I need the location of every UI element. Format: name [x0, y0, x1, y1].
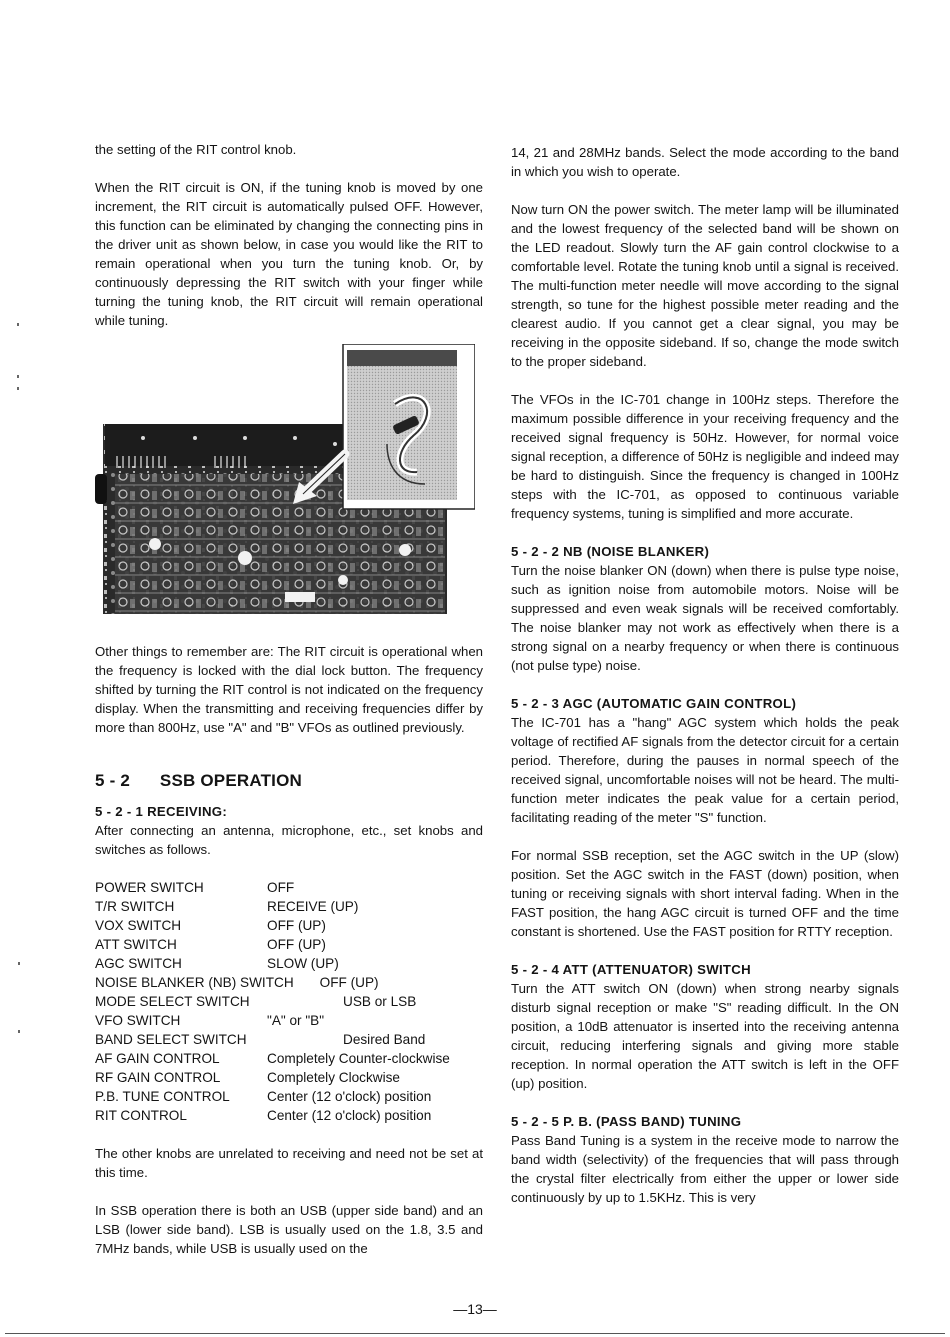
- settings-row: NOISE BLANKER (NB) SWITCH OFF (UP): [95, 975, 379, 990]
- settings-table: [95, 878, 483, 1125]
- left-column: [95, 140, 483, 1258]
- settings-row: BAND SELECT SWITCH Desired Band: [95, 1032, 426, 1047]
- paragraph-agc: The IC-701 has a "hang" AGC system which holds the peak voltage of rectified AF signals from the detector circuit for a certain period. Therefore, during the pauses in normal speech of the received signal, uncomfortable noises will not be heard. The multi-function meter indicates the peak value for a certain period, facilitating reading of the meter "S" function.: [511, 715, 899, 825]
- paragraph-receiving-intro: After connecting an antenna, microphone, etc., set knobs and switches as follows.: [95, 823, 483, 857]
- page-number: —13—: [453, 1301, 497, 1317]
- scan-speck: [17, 387, 19, 390]
- bottom-rule: [5, 1333, 945, 1334]
- subsection-heading-pbt: 5 - 2 - 5 P. B. (PASS BAND) TUNING: [511, 1114, 742, 1129]
- paragraph-power-on: Now turn ON the power switch. The meter lamp will be illuminated and the lowest frequency of the selected band will be shown on the LED readout. Slowly turn the AF gain control clockwise to a comfortable level. Rotate the tuning knob until a signal is received. The multi-function meter needle will move according to the signal strength, so tune for the highest possible meter reading and the clearest audio. If you cannot get a clear signal, you may be receiving in the opposite sideband. If so, change the mode switch to the proper sideband.: [511, 202, 899, 369]
- settings-row: ATT SWITCH OFF (UP): [95, 937, 326, 952]
- settings-row: POWER SWITCH OFF: [95, 880, 295, 895]
- settings-row: VOX SWITCH OFF (UP): [95, 918, 326, 933]
- scan-speck: [17, 375, 19, 378]
- settings-row: AGC SWITCH SLOW (UP): [95, 956, 339, 971]
- scan-speck: [18, 962, 20, 965]
- settings-row: RF GAIN CONTROL Completely Clockwise: [95, 1070, 400, 1085]
- circuit-board-image: [95, 344, 475, 614]
- settings-row: RIT CONTROL Center (12 o'clock) position: [95, 1108, 432, 1123]
- section-number: 5 - 2: [95, 771, 131, 790]
- paragraph-sideband: In SSB operation there is both an USB (upper side band) and an LSB (lower side band). LSB is usually used on the 1.8, 3.5 and 7MHz bands, while USB is usually used on the: [95, 1203, 483, 1256]
- paragraph-agc-switch: For normal SSB reception, set the AGC switch in the UP (slow) position. Set the AGC switch in the FAST (down) position, when tuning or receiving signals with short interval fading. When in the FAST position, the hang AGC circuit is turned OFF and the time constant is shortened. Use the FAST position for RTTY reception.: [511, 848, 899, 939]
- settings-row: VFO SWITCH "A" or "B": [95, 1013, 325, 1028]
- settings-row: T/R SWITCH RECEIVE (UP): [95, 899, 359, 914]
- driver-unit-photo: [95, 344, 483, 626]
- subsection-heading-agc: 5 - 2 - 3 AGC (AUTOMATIC GAIN CONTROL): [511, 696, 797, 711]
- paragraph-vfo-steps: The VFOs in the IC-701 change in 100Hz steps. Therefore the maximum possible difference in your receiving frequency and the received signal frequency is 50Hz. However, for normal voice signal reception, a difference of 50Hz is negligible and indeed may be hard to distinguish. Since the frequency is changed in 100Hz steps with the IC-701, as opposed to continuous variable frequency systems, tuning is simplified and more accurate.: [511, 392, 899, 521]
- settings-row: AF GAIN CONTROL Completely Counter-clockwise: [95, 1051, 450, 1066]
- paragraph-rit-pulse: When the RIT circuit is ON, if the tuning knob is moved by one increment, the RIT circuit is automatically pulsed OFF. However, this function can be eliminated by changing the connecting pins in the driver unit as shown below, in case you would like the RIT to remain operational when you turn the tuning knob. Or, by continuously depressing the RIT switch with your finger while turning the tuning knob, the RIT circuit will remain operational while tuning.: [95, 180, 483, 328]
- paragraph-other-things: Other things to remember are: The RIT circuit is operational when the frequency is locked with the dial lock button. The frequency shifted by turning the RIT control is not indicated on the frequency display. When the transmitting and receiving frequencies differ by more than 800Hz, use "A" and "B" VFOs as outlined previously.: [95, 644, 483, 735]
- section-heading: [95, 771, 483, 790]
- settings-row: P.B. TUNE CONTROL Center (12 o'clock) position: [95, 1089, 432, 1104]
- subsection-heading-att: 5 - 2 - 4 ATT (ATTENUATOR) SWITCH: [511, 962, 751, 977]
- paragraph-rit-setting: the setting of the RIT control knob.: [95, 142, 297, 157]
- scan-speck: [17, 323, 19, 326]
- subsection-heading-nb: 5 - 2 - 2 NB (NOISE BLANKER): [511, 544, 710, 559]
- settings-row: MODE SELECT SWITCH USB or LSB: [95, 994, 417, 1009]
- section-title: SSB OPERATION: [159, 771, 302, 790]
- subsection-heading-receiving: 5 - 2 - 1 RECEIVING:: [95, 804, 228, 819]
- paragraph-att: Turn the ATT switch ON (down) when strong nearby signals disturb signal reception or make "S" reading difficult. In the ON position, a 10dB attenuator is inserted into the receiving antenna circuit, reducing interfering signals and giving more stable reception. In normal operation the ATT switch is left in the OFF (up) position.: [511, 981, 899, 1091]
- paragraph-pbt: Pass Band Tuning is a system in the receive mode to narrow the band width (selectivity) of the frequencies that will pass through the crystal filter electrically from either the upper or lower side continuously by up to 1.5KHz. This is very: [511, 1133, 899, 1205]
- right-column: [511, 143, 899, 1207]
- paragraph-noise-blanker: Turn the noise blanker ON (down) when there is pulse type noise, such as ignition noise from automobile motors. Noise will be suppressed and even weak signals will be received comfortably. The noise blanker may not work as effectively when there is a strong signal on a nearby frequency or when there is continuous (not pulse type) noise.: [511, 563, 899, 673]
- scan-speck: [18, 1030, 20, 1033]
- paragraph-other-knobs: The other knobs are unrelated to receiving and need not be set at this time.: [95, 1146, 483, 1180]
- paragraph-bands: 14, 21 and 28MHz bands. Select the mode according to the band in which you wish to operate.: [511, 145, 899, 179]
